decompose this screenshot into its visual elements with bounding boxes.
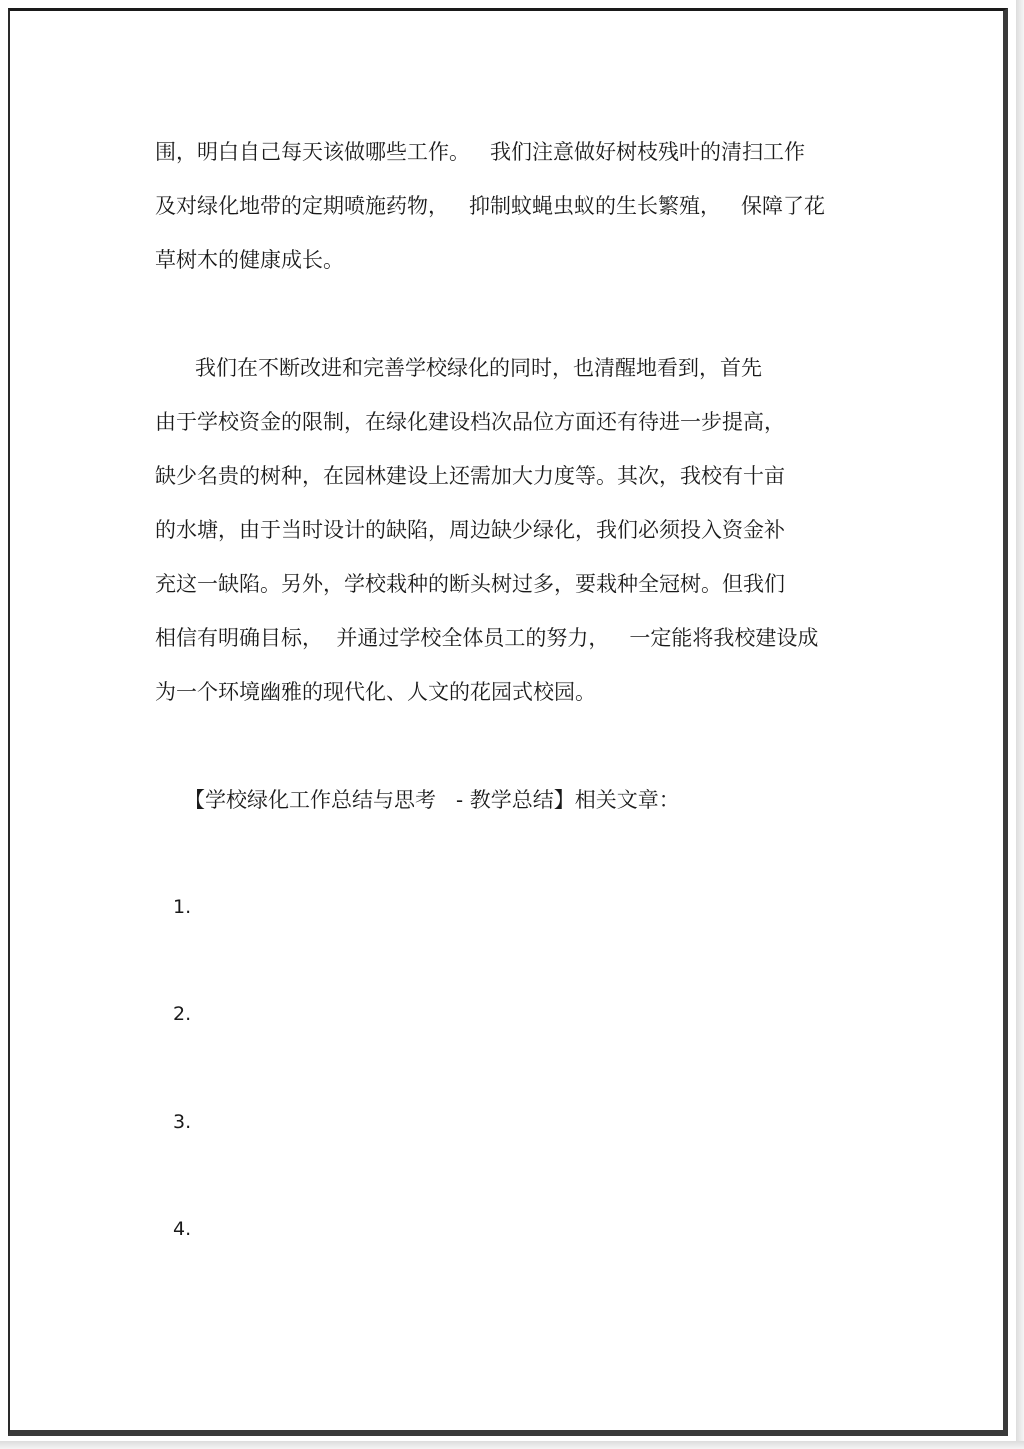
- text-line: 为一个环境幽雅的现代化、人文的花园式校园。: [155, 680, 596, 704]
- text-line: 的水塘，由于当时设计的缺陷，周边缺少绿化，我们必须投入资金补: [155, 518, 785, 542]
- list-item-number: 1.: [173, 896, 192, 918]
- list-item-number: 3.: [173, 1111, 192, 1133]
- related-articles-heading: 【学校绿化工作总结与思考 - 教学总结】相关文章：: [184, 788, 680, 812]
- text-line: 我们在不断改进和完善学校绿化的同时，也清醒地看到，首先: [155, 356, 763, 380]
- text-line: 缺少名贵的树种，在园林建设上还需加大力度等。其次，我校有十亩: [155, 464, 785, 488]
- text-line: 由于学校资金的限制，在绿化建设档次品位方面还有待进一步提高，: [155, 410, 785, 434]
- text-line: 围，明白自己每天该做哪些工作。 我们注意做好树枝残叶的清扫工作: [155, 140, 806, 164]
- paragraph-1: [155, 125, 875, 287]
- text-line: 充这一缺陷。另外，学校栽种的断头树过多，要栽种全冠树。但我们: [155, 572, 785, 596]
- text-line: 草树木的健康成长。: [155, 248, 344, 272]
- text-line: 相信有明确目标， 并通过学校全体员工的努力， 一定能将我校建设成: [155, 626, 819, 650]
- text-line: 及对绿化地带的定期喷施药物， 抑制蚊蝇虫蚁的生长繁殖， 保障了花: [155, 194, 826, 218]
- paragraph-2: [155, 341, 875, 719]
- page-shadow-right: [1016, 0, 1024, 1449]
- list-item-number: 4.: [173, 1218, 192, 1240]
- list-item-number: 2.: [173, 1003, 192, 1025]
- page-shadow-bottom: [0, 1441, 1024, 1449]
